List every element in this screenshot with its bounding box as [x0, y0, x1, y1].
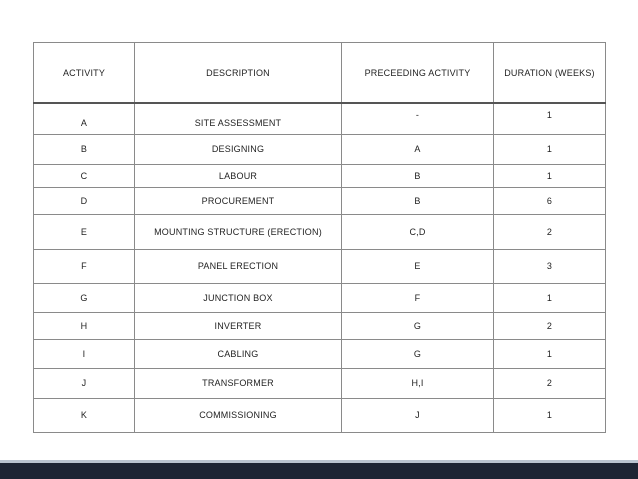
cell-preceding: J	[342, 398, 494, 432]
cell-preceding: E	[342, 249, 494, 283]
cell-preceding: G	[342, 339, 494, 368]
table-row	[34, 398, 606, 432]
cell-preceding: A	[342, 134, 494, 164]
cell-duration: 2	[494, 312, 606, 339]
cell-duration: 1	[494, 283, 606, 312]
activity-table	[33, 42, 606, 433]
cell-activity: J	[34, 368, 135, 398]
cell-description: CABLING	[135, 339, 342, 368]
table-row	[34, 164, 606, 187]
cell-activity: E	[34, 214, 135, 249]
cell-duration: 6	[494, 187, 606, 214]
cell-description: MOUNTING STRUCTURE (ERECTION)	[135, 214, 342, 249]
cell-preceding: F	[342, 283, 494, 312]
cell-duration: 1	[494, 134, 606, 164]
cell-duration: 3	[494, 249, 606, 283]
table-row	[34, 312, 606, 339]
cell-activity: F	[34, 249, 135, 283]
cell-preceding: -	[342, 103, 494, 134]
cell-duration: 1	[494, 103, 606, 134]
table-row	[34, 214, 606, 249]
cell-description: PROCUREMENT	[135, 187, 342, 214]
cell-description: LABOUR	[135, 164, 342, 187]
cell-description: INVERTER	[135, 312, 342, 339]
cell-activity: A	[34, 103, 135, 134]
footer-bar	[0, 463, 638, 479]
table-row	[34, 187, 606, 214]
cell-duration: 1	[494, 164, 606, 187]
cell-preceding: G	[342, 312, 494, 339]
table-row	[34, 283, 606, 312]
cell-preceding: B	[342, 187, 494, 214]
cell-activity: H	[34, 312, 135, 339]
cell-duration: 2	[494, 214, 606, 249]
table-row	[34, 103, 606, 134]
cell-activity: K	[34, 398, 135, 432]
cell-preceding: H,I	[342, 368, 494, 398]
table-row	[34, 249, 606, 283]
table-row	[34, 134, 606, 164]
cell-description: SITE ASSESSMENT	[135, 103, 342, 134]
cell-duration: 1	[494, 339, 606, 368]
cell-activity: G	[34, 283, 135, 312]
header-activity: ACTIVITY	[34, 43, 135, 104]
cell-description: DESIGNING	[135, 134, 342, 164]
cell-description: JUNCTION BOX	[135, 283, 342, 312]
header-description: DESCRIPTION	[135, 43, 342, 104]
table-row	[34, 339, 606, 368]
cell-description: PANEL ERECTION	[135, 249, 342, 283]
cell-duration: 1	[494, 398, 606, 432]
header-duration: DURATION (WEEKS)	[494, 43, 606, 104]
cell-activity: C	[34, 164, 135, 187]
table-row	[34, 368, 606, 398]
cell-duration: 2	[494, 368, 606, 398]
cell-activity: I	[34, 339, 135, 368]
cell-preceding: B	[342, 164, 494, 187]
cell-preceding: C,D	[342, 214, 494, 249]
cell-activity: D	[34, 187, 135, 214]
cell-description: TRANSFORMER	[135, 368, 342, 398]
cell-activity: B	[34, 134, 135, 164]
header-preceding-activity: PRECEEDING ACTIVITY	[342, 43, 494, 104]
cell-description: COMMISSIONING	[135, 398, 342, 432]
table-header-row	[34, 43, 606, 104]
